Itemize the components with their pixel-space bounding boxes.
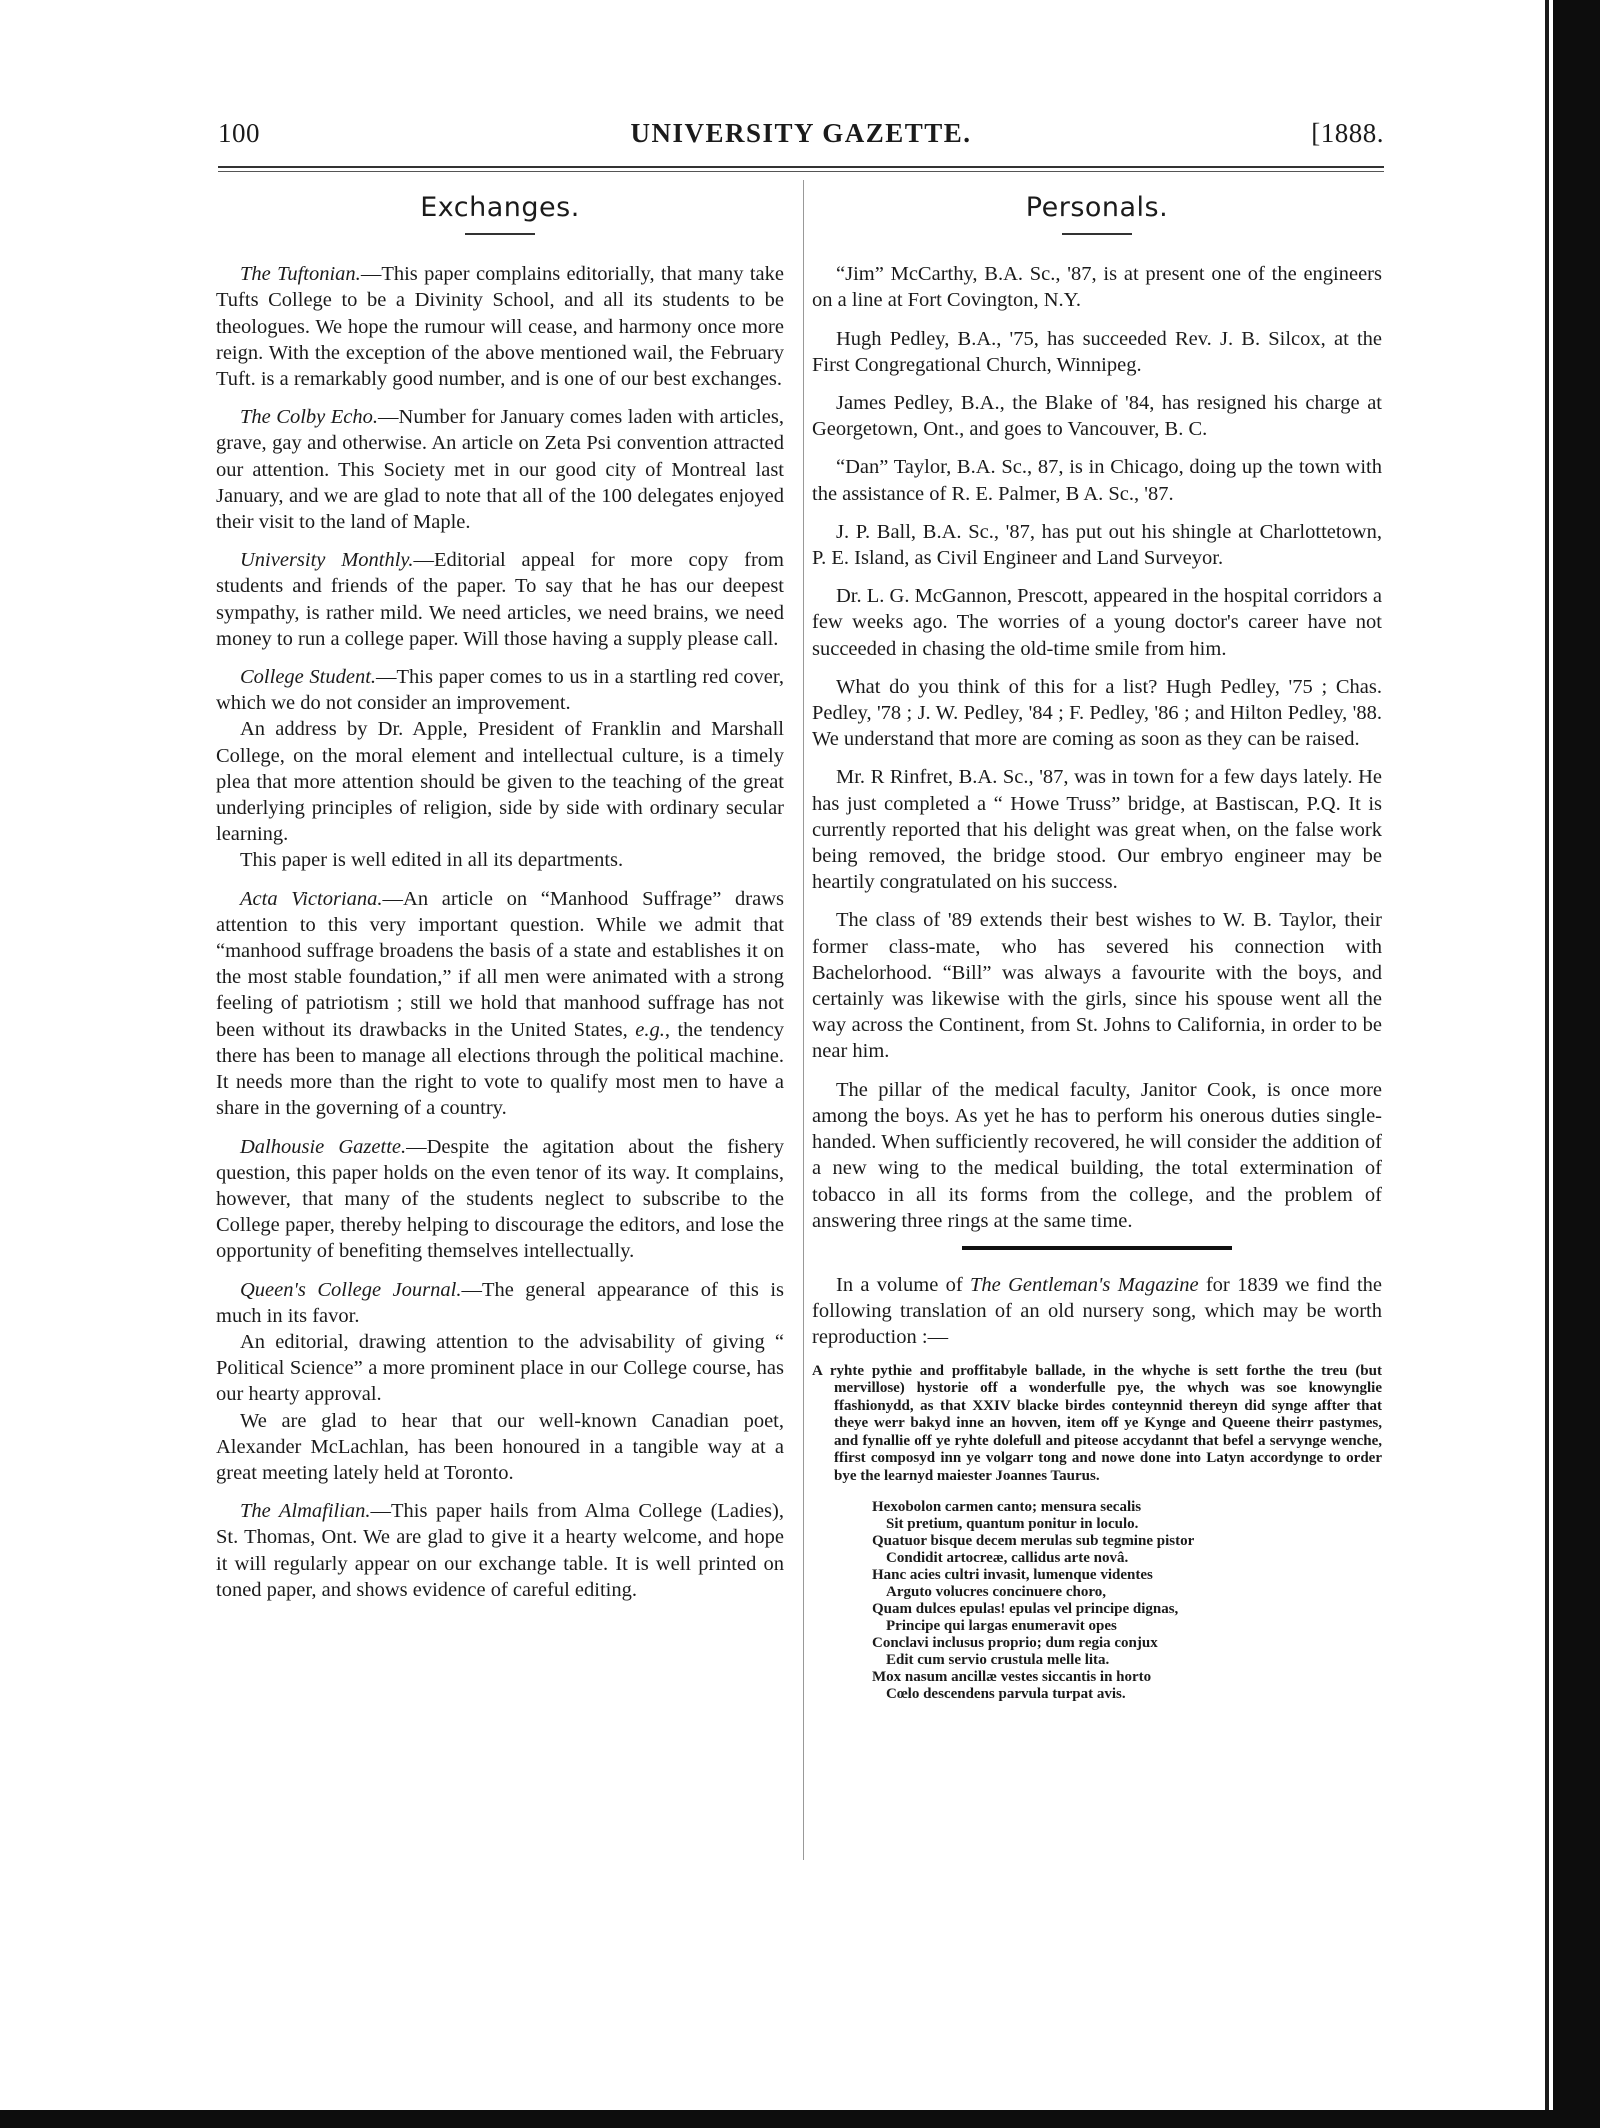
exchange-paragraph: This paper is well edited in all its departments. <box>240 849 624 872</box>
page-number: 100 <box>218 118 260 148</box>
section-rule <box>465 233 535 235</box>
poem-line: Hanc acies cultri invasit, lumenque videntes <box>872 1567 1153 1584</box>
poem-line: Condidit artocreæ, callidus arte novâ. <box>886 1550 1129 1567</box>
exchange-title: University Monthly. <box>240 549 414 572</box>
exchanges-heading: Exchanges. <box>420 192 580 223</box>
poem-line: Sit pretium, quantum ponitur in loculo. <box>886 1516 1139 1533</box>
poem-line: Hexobolon carmen canto; mensura secalis <box>872 1499 1142 1516</box>
year: [1888. <box>1311 118 1384 148</box>
exchange-paragraph: An address by Dr. Apple, President of Franklin and Marshall College, on the moral element and intellectual culture, is a timely plea that more attention should be given to the teaching of the great underlying principles of religion, side by side with ordinary secular learning. <box>216 718 784 846</box>
exchange-paragraph <box>216 1277 784 1329</box>
poem-line: Principe qui largas enumeravit opes <box>886 1618 1117 1635</box>
header-rule-thin <box>218 171 1384 172</box>
section-rule-heavy <box>962 1246 1232 1250</box>
exchange-text: , the tendency there has been to manage all elections through the political machine. It needs more than the right to vote to qualify most men to have a share in the governing of a country. <box>216 1018 784 1120</box>
exchange-title: The Colby Echo. <box>240 406 379 429</box>
column-divider <box>803 180 804 1860</box>
personal-item: Dr. L. G. McGannon, Prescott, appeared in the hospital corridors a few weeks ago. The worries of a young doctor's career have not succeeded in chasing the old-time smile from him. <box>812 585 1382 660</box>
exchange-title: College Student. <box>240 666 377 689</box>
scan-border-bottom <box>0 2110 1600 2128</box>
exchange-title: Acta Victoriana. <box>240 887 383 910</box>
personal-item: “Dan” Taylor, B.A. Sc., 87, is in Chicago, doing up the town with the assistance of R. E. Palmer, B A. Sc., '87. <box>812 456 1382 505</box>
exchange-text: —An article on “Manhood Suffrage” draws attention to this very important question. While we admit that “manhood suffrage broadens the basis of a state and establishes it on the most stable foundation,” if all men were animated with a strong feeling of patriotism ; still we hold that manhood suffrage has not been without its drawbacks in the United States, <box>216 887 784 1041</box>
exchange-text: —This paper complains editorially, that many take Tufts College to be a Divinity School, and all its students to be theologues. We hope the rumour will cease, and harmony once more reign. With the exception of the above mentioned wail, the February Tuft. is a remarkably good number, and is one of our best exchanges. <box>216 263 784 391</box>
personal-item: What do you think of this for a list? Hugh Pedley, '75 ; Chas. Pedley, '78 ; J. W. Pedley, '84 ; F. Pedley, '86 ; and Hilton Pedley, '88. We understand that more are coming as soon as they can be raised. <box>812 675 1382 751</box>
eg-abbrev: e.g. <box>635 1018 665 1041</box>
header-rule <box>218 166 1384 168</box>
exchange-paragraph <box>216 1134 784 1265</box>
poem-line: Edit cum servio crustula melle lita. <box>886 1652 1110 1669</box>
exchange-text: —This paper comes to us in a startling red cover, which we do not consider an improvement. <box>216 666 784 715</box>
exchange-paragraph <box>216 886 784 1122</box>
exchange-paragraph: We are glad to hear that our well-known Canadian poet, Alexander McLachlan, has been honoured in a tangible way at a great meeting lately held at Toronto. <box>216 1409 784 1484</box>
personal-item: Hugh Pedley, B.A., '75, has succeeded Rev. J. B. Silcox, at the First Congregational Church, Winnipeg. <box>812 327 1382 376</box>
personal-item: The class of '89 extends their best wishes to W. B. Taylor, their former class-mate, who has severed his connection with Bachelorhood. “Bill” was always a favourite with the boys, and certainly was likewise with the girls, since his spouse went all the way across the Continent, from St. Johns to California, in order to be near him. <box>812 909 1382 1063</box>
poem-line: Cœlo descendens parvula turpat avis. <box>886 1686 1126 1703</box>
exchange-paragraph: An editorial, drawing attention to the advisability of giving “ Political Science” a more prominent place in our College course, has our hearty approval. <box>216 1330 784 1406</box>
exchange-text: —Editorial appeal for more copy from students and friends of the paper. To say that he has our deepest sympathy, is rather mild. We need articles, we need brains, we need money to run a college paper. Will those having a supply please call. <box>216 549 784 650</box>
exchanges-column <box>216 192 784 1615</box>
exchange-text: —Despite the agitation about the fishery question, this paper holds on the even tenor of its way. It complains, however, that many of the students neglect to subscribe to the College paper, thereby helping to discourage the editors, and lose the opportunity of benefiting themselves intellectually. <box>216 1135 784 1263</box>
poem-line: Mox nasum ancillæ vestes siccantis in horto <box>872 1669 1152 1686</box>
gentleman-intro <box>812 1272 1382 1351</box>
latin-poem <box>872 1499 1382 1703</box>
poem-line: Arguto volucres concinuere choro, <box>886 1584 1106 1601</box>
personals-heading: Personals. <box>1025 192 1169 223</box>
exchange-title: The Tuftonian. <box>240 263 361 286</box>
personal-item: James Pedley, B.A., the Blake of '84, has resigned his charge at Georgetown, Ont., and goes to Vancouver, B. C. <box>812 392 1382 441</box>
intro-text: In a volume of <box>836 1273 970 1296</box>
page-header <box>218 118 1384 158</box>
personals-column <box>812 192 1382 1703</box>
exchange-paragraph <box>216 1498 784 1603</box>
personal-item: Mr. R Rinfret, B.A. Sc., '87, was in town for a few days lately. He has just completed a “ Howe Truss” bridge, at Bastiscan, P.Q. It is currently reported that his delight was great when, on the false work being removed, the bridge stood. Our embryo engineer may be heartily congratulated on his success. <box>812 766 1382 894</box>
exchange-paragraph <box>216 547 784 652</box>
exchange-title: Queen's College Journal. <box>240 1278 462 1301</box>
exchange-paragraph <box>216 664 784 716</box>
personal-item: “Jim” McCarthy, B.A. Sc., '87, is at present one of the engineers on a line at Fort Covington, N.Y. <box>812 263 1382 312</box>
exchange-title: The Almafilian. <box>240 1500 371 1523</box>
poem-line: Quam dulces epulas! epulas vel principe dignas, <box>872 1601 1179 1618</box>
poem-line: Quatuor bisque decem merulas sub tegmine pistor <box>872 1533 1195 1550</box>
publication-title: UNIVERSITY GAZETTE. <box>630 118 972 148</box>
intro-text: for 1839 we find the following translation of an old nursery song, which may be worth reproduction :— <box>812 1273 1382 1349</box>
personal-item: J. P. Ball, B.A. Sc., '87, has put out his shingle at Charlottetown, P. E. Island, as Civil Engineer and Land Surveyor. <box>812 520 1382 570</box>
section-rule <box>1062 233 1132 235</box>
magazine-title: The Gentleman's Magazine <box>970 1273 1199 1296</box>
exchange-text: —The general appearance of this is much in its favor. <box>216 1278 784 1327</box>
exchange-paragraph <box>216 404 784 535</box>
ballade-text: A ryhte pythie and proffitabyle ballade, in the whyche is sett forthe the treu (but mervillose) hystorie off a wonderfulle pye, the whych was soe knowynglie ffashionydd, as that XXIV blacke birdes conteynnid thereyn did synge affter that theye werr bakyd inne an hovven, item off ye Kynge and Queene theirr pastymes, and fynallie off ye ryhte dolefull and piteose accydannt that befel a servynge wenche, ffirst composyd inn ye volgarr tong and nowe done into Latyn accordynge to order bye the learnyd maiester Joannes Taurus. <box>812 1362 1382 1484</box>
exchange-text: —This paper hails from Alma College (Ladies), St. Thomas, Ont. We are glad to give it a hearty welcome, and hope it will regularly appear on our exchange table. It is well printed on toned paper, and shows evidence of careful editing. <box>216 1500 784 1601</box>
exchange-paragraph <box>216 261 784 392</box>
poem-line: Conclavi inclusus proprio; dum regia conjux <box>872 1635 1158 1652</box>
scan-edge-line <box>1545 0 1549 2128</box>
scan-edge <box>1545 0 1600 2128</box>
scan-border <box>1553 0 1600 2128</box>
exchange-text: —Number for January comes laden with articles, grave, gay and otherwise. An article on Zeta Psi convention attracted our attention. This Society met in our good city of Montreal last January, and we are glad to note that all of the 100 delegates enjoyed their visit to the land of Maple. <box>216 406 784 534</box>
exchange-title: Dalhousie Gazette. <box>240 1135 407 1158</box>
ballade-preface <box>812 1363 1382 1486</box>
personal-item: The pillar of the medical faculty, Janitor Cook, is once more among the boys. As yet he has to perform his onerous duties single-handed. When sufficiently recovered, he will consider the addition of a new wing to the medical building, the total extermination of tobacco in all its forms from the college, and the problem of answering three rings at the same time. <box>812 1078 1382 1232</box>
